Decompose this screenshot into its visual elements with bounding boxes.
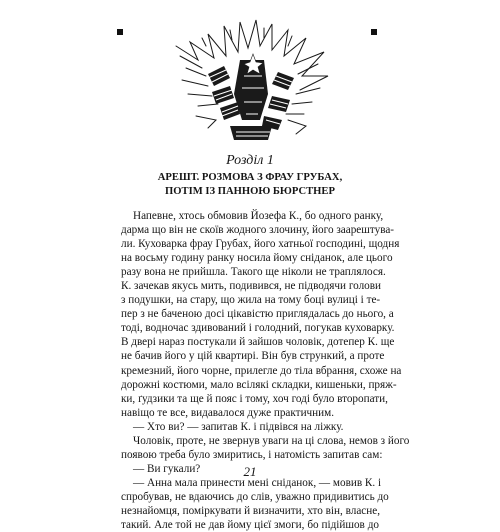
- chapter-title-line: АРЕШТ. РОЗМОВА З ФРАУ ГРУБАХ,: [157, 172, 343, 183]
- text-line: разу вона не прийшла. Такого ще ніколи не траплялося.: [121, 266, 386, 279]
- chapter-number: Розділ 1: [226, 153, 274, 168]
- text-line: Напевне, хтось обмовив Йозефа К., бо одного ранку,: [133, 210, 384, 222]
- corner-mark-right: [371, 29, 377, 35]
- page-number: 21: [243, 464, 257, 479]
- text-line: кремезний, його чорне, прилегле до тіла вбрання, схоже на: [121, 364, 402, 377]
- text-line: появою треба було змиритись, і натомість запитав сам:: [121, 448, 383, 461]
- text-line: навіщо те все, видавалося дуже практичним.: [121, 406, 335, 419]
- text-line: ли. Куховарка фрау Грубах, його хатньої господині, щодня: [121, 238, 400, 251]
- text-line: не бачив його у цій квартирі. Він був стрункий, а проте: [121, 350, 385, 363]
- corner-mark-left: [117, 29, 123, 35]
- text-line: — Ви гукали?: [133, 462, 201, 475]
- text-line: дорожні костюми, мало всілякі складки, кишеньки, пряж-: [121, 378, 397, 391]
- text-line: дарма що він не скоїв жодного злочину, його заарештува-: [121, 224, 395, 237]
- text-line: В двері нараз постукали й зайшов чоловік, дотепер К. ще: [121, 336, 395, 349]
- text-line: — Хто ви? — запитав К. і підвівся на ліжку.: [133, 420, 344, 433]
- text-line: на восьму годину ранку носила йому сніданок, але цього: [121, 252, 393, 265]
- chapter-title-line: ПОТІМ ІЗ ПАННОЮ БЮРСТНЕР: [165, 186, 335, 197]
- chapter-illustration: [168, 16, 334, 146]
- text-line: К. зачекав якусь мить, подивився, не підводячи голови: [121, 280, 382, 293]
- text-line: Чоловік, проте, не звернув уваги на ці слова, немов з його: [133, 434, 410, 447]
- text-line: пер з не баченою досі цікавістю приглядалась до нього, а: [121, 308, 394, 321]
- text-line: спробував, не вдаючись до слів, уважно придивитись до: [121, 490, 389, 503]
- text-line: з подушки, на стару, що жила на тому боці вулиці і те-: [121, 294, 381, 307]
- text-line: незнайомця, поміркувати й визначити, хто він, власне,: [121, 504, 381, 517]
- body-text: [121, 209, 410, 532]
- chapter-title: [0, 171, 500, 199]
- text-line: ки, ґудзики та ще й пояс і тому, хоч годі було второпати,: [121, 392, 388, 405]
- text-line: такий. Але той не дав йому цієї змоги, бо підійшов до: [121, 519, 379, 532]
- text-line: тоді, водночас здивований і голодний, погукав куховарку.: [121, 322, 395, 335]
- text-line: — Анна мала принести мені сніданок, — мовив К. і: [133, 476, 382, 489]
